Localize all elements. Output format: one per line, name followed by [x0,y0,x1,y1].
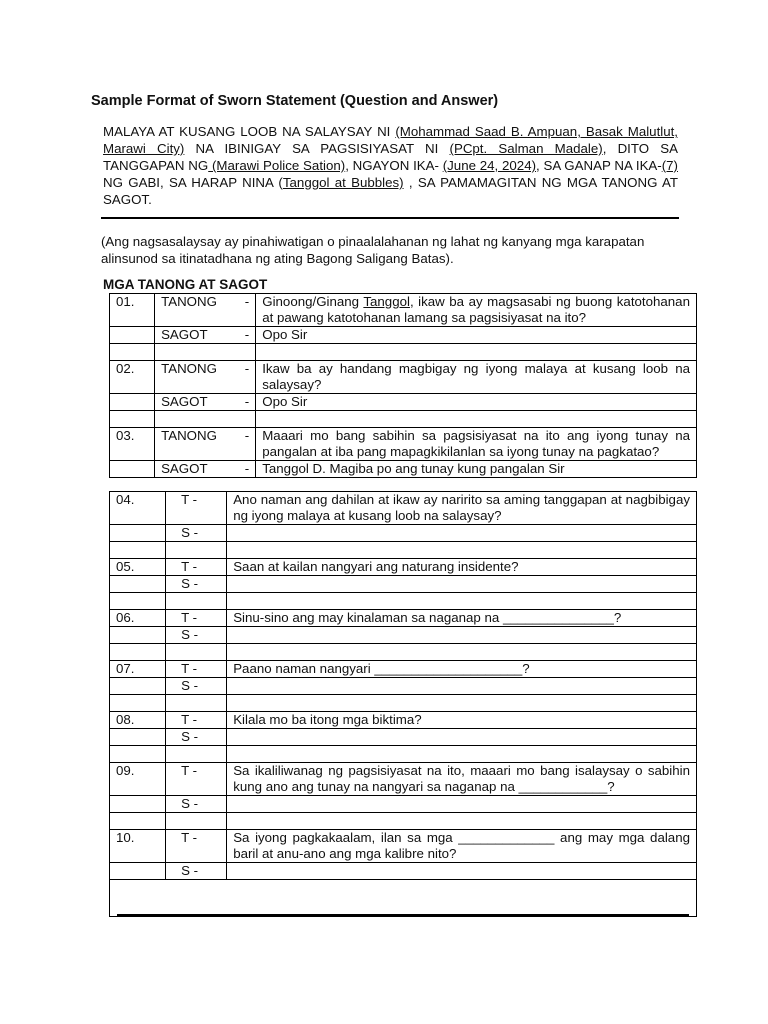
blank-cell [110,344,155,361]
answer-field[interactable] [227,678,697,695]
s-label: S - [166,729,227,746]
answer-label-cell [155,394,256,411]
t-label: T - [166,492,227,525]
question-text: Paano naman nangyari ____________________? [227,661,697,678]
spacer-row [110,344,697,361]
blank-cell [110,678,166,695]
question-number: 06. [110,610,166,627]
intro-text: , DITO SA TANGGAPAN NG [103,141,679,173]
answer-field[interactable] [227,576,697,593]
blank-cell [227,542,697,559]
blank-cell [227,644,697,661]
label-wrap [161,394,249,410]
answer-row [110,729,697,746]
intro-text: MALAYA AT KUSANG LOOB NA SALAYSAY NI [103,124,396,139]
answer-field[interactable] [227,863,697,880]
blank-cell [110,746,166,763]
label-wrap [161,428,249,444]
blank-cell [110,863,166,880]
intro-text: , SA GANAP NA IKA- [536,158,662,173]
question-row [110,830,697,863]
question-number: 01. [110,294,155,327]
spacer-row [110,880,697,917]
answer-row [110,461,697,478]
blank-cell [227,813,697,830]
spacer-row [110,644,697,661]
question-number: 08. [110,712,166,729]
answer-text: Opo Sir [256,327,697,344]
question-text: Sa iyong pagkakaalam, ilan sa mga _____________ ang may mga dalang baril at anu-ano ang mga kalibre nito? [227,830,697,863]
qa-table-short-labels [109,491,697,917]
tanong-label: TANONG [161,428,217,443]
question-text: Sinu-sino ang may kinalaman sa naganap na _______________? [227,610,697,627]
question-row [110,361,697,394]
tanong-label: TANONG [161,361,217,376]
blank-cell [166,644,227,661]
spacer-row [110,813,697,830]
blank-cell [110,461,155,478]
blank-cell [110,542,166,559]
section-heading: MGA TANONG AT SAGOT [103,277,268,292]
affiant-name: (Mohammad Saad B. Ampuan, Basak Malutlut, Marawi City) [103,124,678,156]
blank-cell [166,746,227,763]
t-label: T - [166,712,227,729]
blank-cell [227,593,697,610]
bottom-line [117,914,689,916]
s-label: S - [166,576,227,593]
t-label: T - [166,559,227,576]
question-label-cell [155,361,256,394]
answer-label-cell [155,461,256,478]
spacer-row [110,542,697,559]
divider-line [101,217,679,219]
blank-cell [155,411,256,428]
blank-cell [256,344,697,361]
answer-field[interactable] [227,627,697,644]
question-number: 02. [110,361,155,394]
question-number: 03. [110,428,155,461]
intro-paragraph [103,123,678,208]
answer-row [110,525,697,542]
label-wrap [161,361,249,377]
answer-field[interactable] [227,525,697,542]
question-number: 05. [110,559,166,576]
t-label: T - [166,610,227,627]
blank-cell [110,813,166,830]
t-label: T - [166,830,227,863]
blank-cell [110,729,166,746]
answer-row [110,576,697,593]
question-text: Sa ikaliliwanag ng pagsisiyasat na ito, maaari mo bang isalaysay o sabihin kung ano ang tunay na nangyari sa naganap na ____________? [227,763,697,796]
tanong-label: TANONG [161,294,217,309]
question-label-cell [155,428,256,461]
label-wrap [161,294,249,310]
label-dash: - [244,361,250,376]
office-name: (Marawi Police Sation) [208,158,346,173]
question-number: 04. [110,492,166,525]
question-part: , ikaw ba ay magsasabi ng buong katotohanan at pawang katotohanan lamang sa pagsisiyasat na ito? [262,294,690,325]
spacer-row [110,695,697,712]
question-row [110,294,697,327]
blank-cell [110,411,155,428]
blank-cell [110,327,155,344]
answer-row [110,678,697,695]
question-row [110,763,697,796]
question-row [110,661,697,678]
answer-row [110,863,697,880]
qa-table-full-labels [109,293,697,478]
blank-cell [227,746,697,763]
sagot-label: SAGOT [161,327,208,342]
question-number: 09. [110,763,166,796]
blank-cell [110,880,697,917]
label-dash: - [244,327,250,342]
statement-date: (June 24, 2024) [442,158,537,173]
sagot-label: SAGOT [161,394,208,409]
question-text: Kilala mo ba itong mga biktima? [227,712,697,729]
blank-cell [110,644,166,661]
s-label: S - [166,627,227,644]
label-wrap [161,461,249,477]
question-label-cell [155,294,256,327]
label-dash: - [244,294,250,309]
blank-cell [256,411,697,428]
blank-cell [166,542,227,559]
answer-text: Opo Sir [256,394,697,411]
rights-note: (Ang nagsasalaysay ay pinahiwatigan o pinaalalahanan ng lahat ng kanyang mga karapatan alinsunod sa itinatadhana ng ating Bagong Saligang Batas). [101,234,645,266]
question-part: Ginoong/Ginang [262,294,364,309]
label-dash: - [244,428,250,443]
question-text: Saan at kailan nangyari ang naturang insidente? [227,559,697,576]
intro-text: , NGAYON IKA- [345,158,443,173]
blank-cell [110,576,166,593]
document-title: Sample Format of Sworn Statement (Question and Answer) [91,93,499,109]
answer-text: Tanggol D. Magiba po ang tunay kung pangalan Sir [256,461,697,478]
label-dash: - [244,394,250,409]
s-label: S - [166,678,227,695]
intro-text: NG GABI, SA HARAP NINA ( [103,175,283,190]
label-dash: - [244,461,250,476]
sagot-label: SAGOT [161,461,208,476]
spacer-row [110,411,697,428]
question-text: Ikaw ba ay handang magbigay ng iyong malaya at kusang loob na salaysay? [256,361,697,394]
question-row [110,559,697,576]
t-label: T - [166,661,227,678]
blank-cell [166,813,227,830]
spacer-row [110,593,697,610]
question-number: 07. [110,661,166,678]
answer-row [110,327,697,344]
blank-cell [155,344,256,361]
blank-cell [166,695,227,712]
question-number: 10. [110,830,166,863]
question-text: Maaari mo bang sabihin sa pagsisiyasat na ito ang iyong tunay na pangalan at iba pang mapagkikilanlan sa iyong tunay na pagkatao? [256,428,697,461]
answer-field[interactable] [227,729,697,746]
blank-cell [110,627,166,644]
question-row [110,428,697,461]
spacer-row [110,746,697,763]
question-row [110,712,697,729]
answer-row [110,627,697,644]
blank-cell [110,593,166,610]
s-label: S - [166,525,227,542]
question-name: Tanggol [363,294,410,309]
label-wrap [161,327,249,343]
s-label: S - [166,863,227,880]
s-label: S - [166,796,227,813]
blank-cell [110,695,166,712]
question-row [110,610,697,627]
blank-cell [166,593,227,610]
witness-names: Tanggol at Bubbles) [282,175,404,190]
question-text: Ano naman ang dahilan at ikaw ay naririto sa aming tanggapan at nagbibigay ng iyong malaya at kusang loob na salaysay? [227,492,697,525]
answer-label-cell [155,327,256,344]
intro-text: NA IBINIGAY SA PAGSISIYASAT NI [184,141,450,156]
intro-text: , SA PAMAMAGITAN NG MGA TANONG AT SAGOT. [103,175,678,207]
blank-cell [110,796,166,813]
blank-cell [110,394,155,411]
question-row [110,492,697,525]
investigator-name: (PCpt. Salman Madale) [449,141,603,156]
blank-cell [227,695,697,712]
statement-hour: (7) [661,158,678,173]
blank-cell [110,525,166,542]
answer-field[interactable] [227,796,697,813]
question-text [256,294,697,327]
t-label: T - [166,763,227,796]
answer-row [110,796,697,813]
answer-row [110,394,697,411]
